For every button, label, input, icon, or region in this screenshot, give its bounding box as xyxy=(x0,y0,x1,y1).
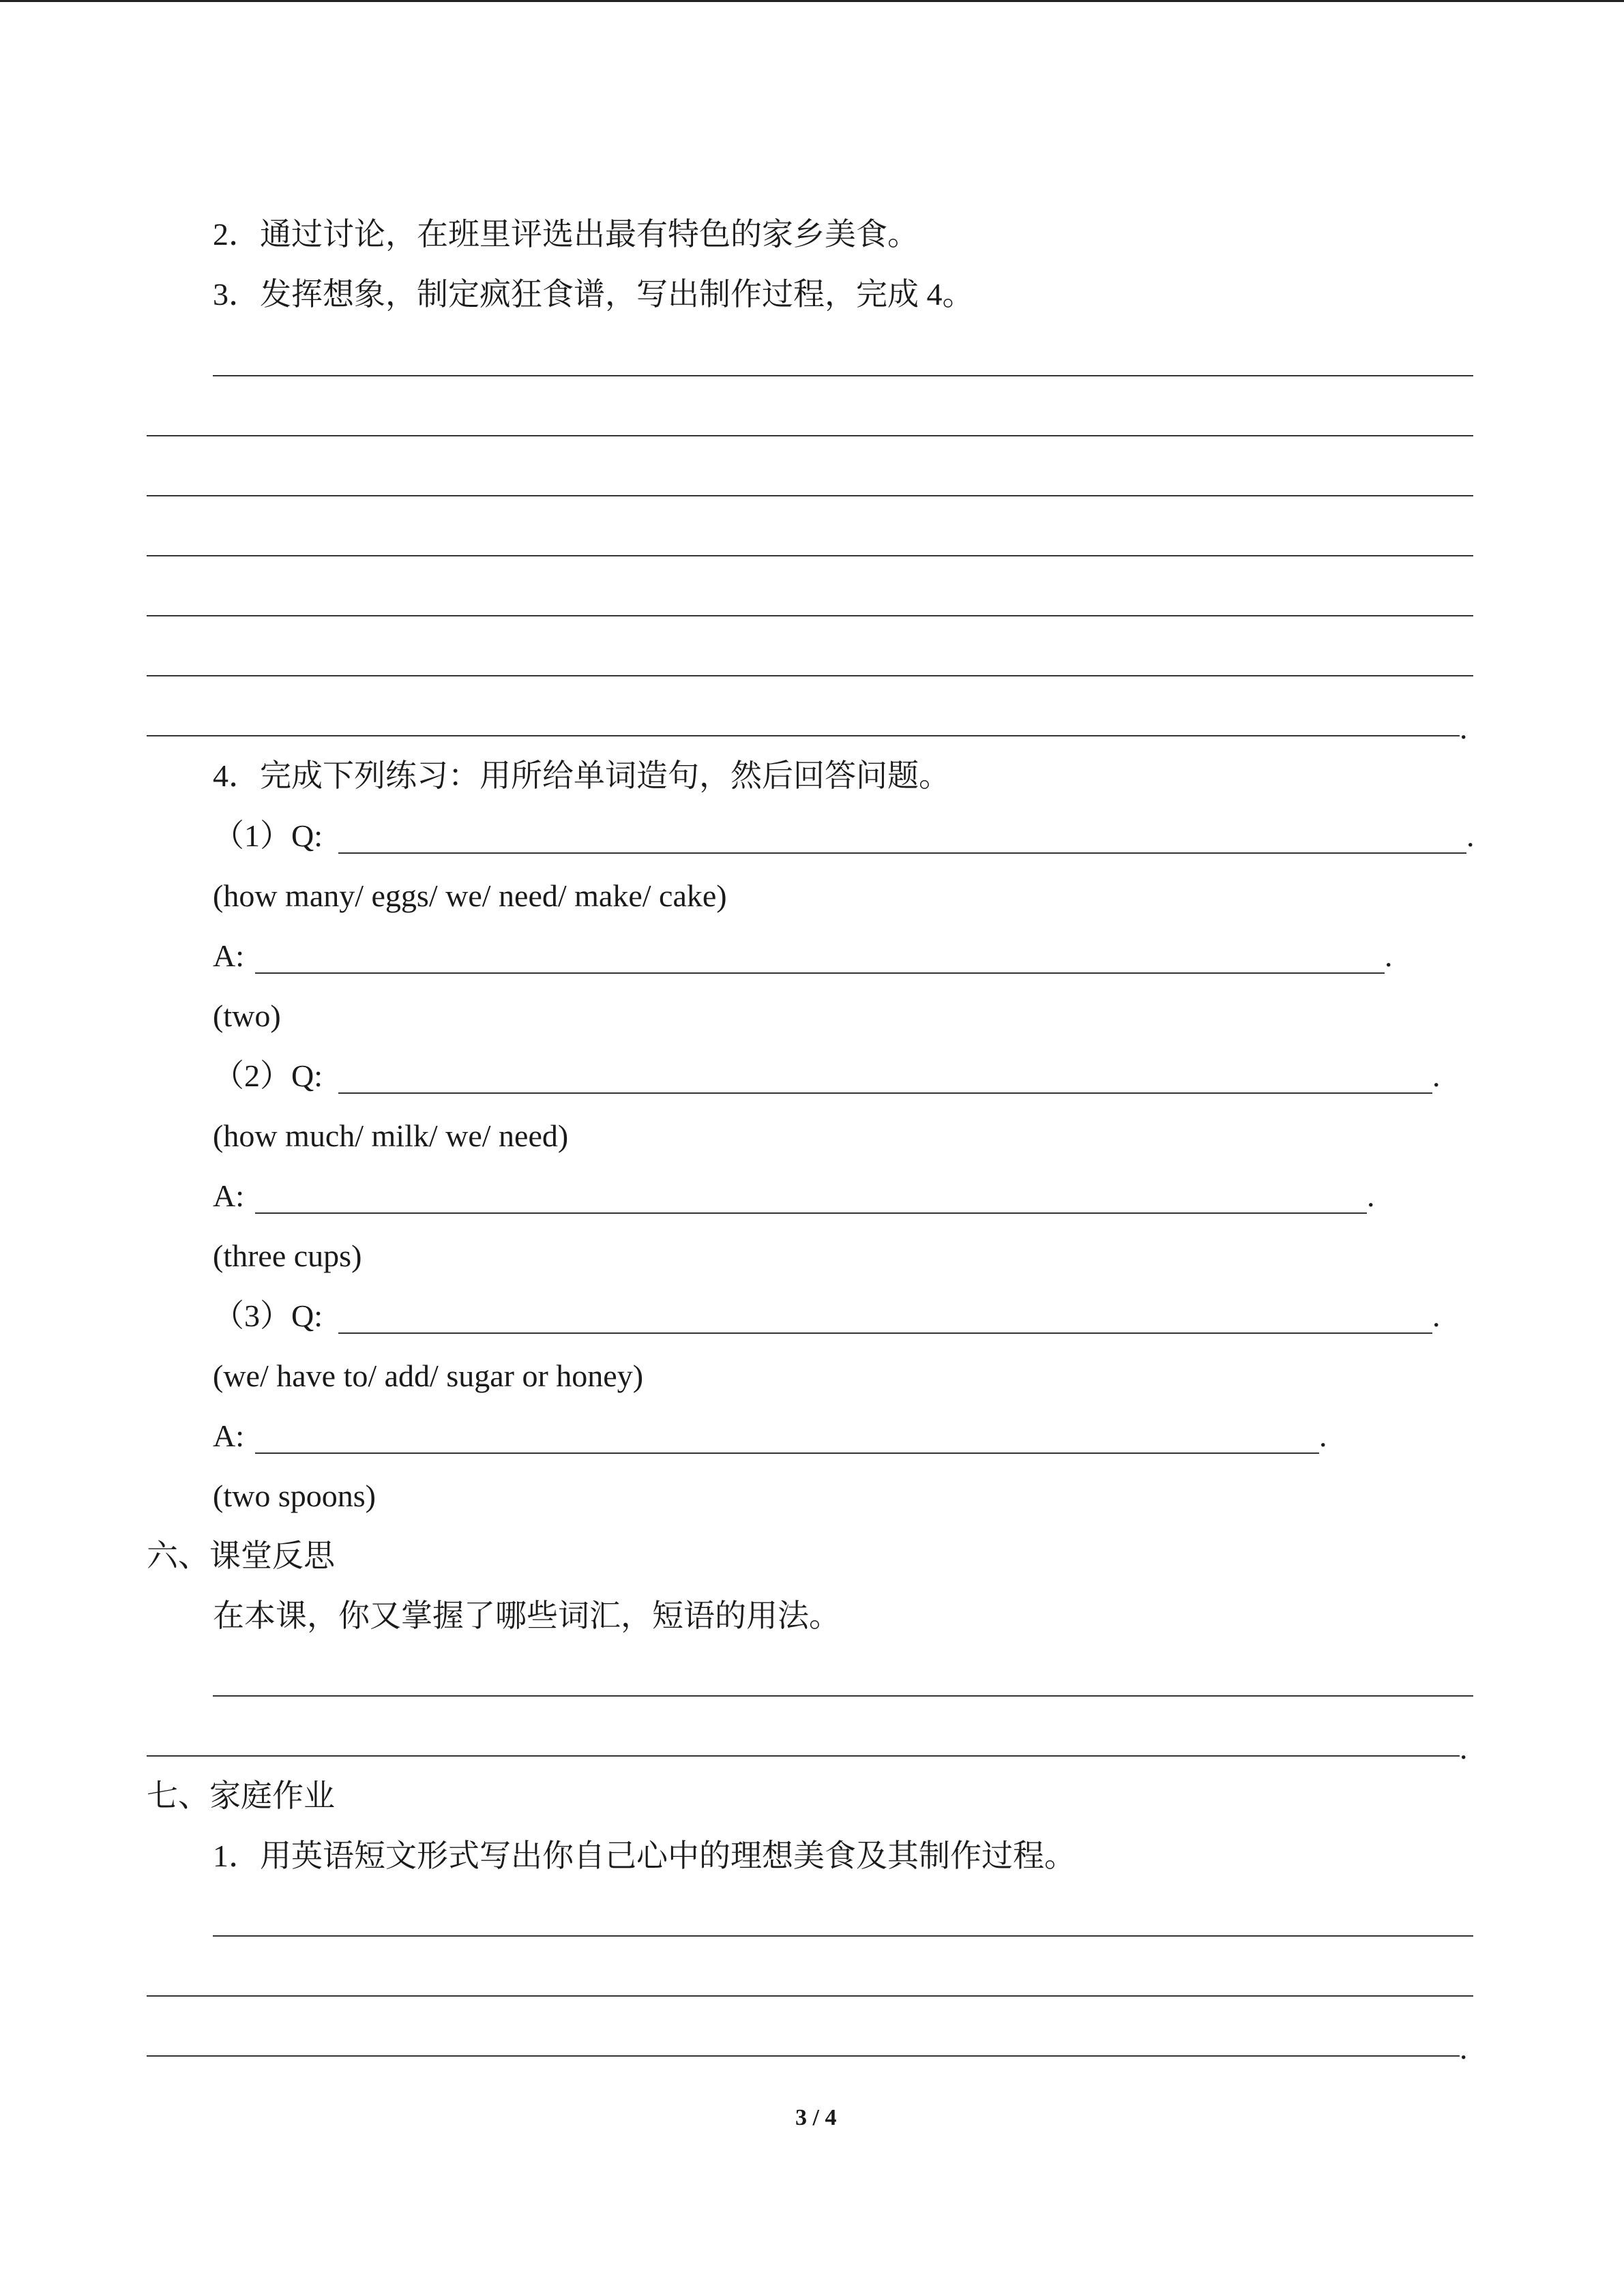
question-2-hint: (how much/ milk/ we/ need) xyxy=(213,1118,569,1153)
item-2-text: 2．通过讨论，在班里评选出最有特色的家乡美食。 xyxy=(213,217,919,252)
question-3-line xyxy=(338,1332,1432,1334)
question-2-line xyxy=(338,1092,1432,1094)
line-end-period: . xyxy=(1460,1731,1468,1765)
question-1-hint: (how many/ eggs/ we/ need/ make/ cake) xyxy=(213,878,727,913)
answer-line xyxy=(147,495,1473,496)
answer-2-line xyxy=(255,1212,1367,1214)
answer-line xyxy=(147,675,1473,676)
answer-3-label: A: xyxy=(213,1418,244,1453)
answer-line xyxy=(213,1695,1473,1697)
answer-line xyxy=(147,1995,1473,1997)
section-7-item-1: 1．用英语短文形式写出你自己心中的理想美食及其制作过程。 xyxy=(213,1838,1076,1873)
answer-line xyxy=(147,555,1473,556)
answer-line xyxy=(147,435,1473,436)
question-1-label: （1）Q: xyxy=(213,818,323,853)
item-3-text: 3．发挥想象，制定疯狂食谱，写出制作过程，完成 4。 xyxy=(213,277,974,312)
answer-1-line xyxy=(255,972,1385,974)
question-3-label: （3）Q: xyxy=(213,1298,323,1333)
page-number: 3 / 4 xyxy=(795,2105,837,2130)
answer-line xyxy=(147,735,1460,736)
line-end-period: . xyxy=(1432,1058,1441,1093)
answer-line xyxy=(147,2055,1460,2057)
section-6-title: 六、课堂反思 xyxy=(147,1538,335,1573)
answer-line xyxy=(213,1935,1473,1937)
question-2-label: （2）Q: xyxy=(213,1058,323,1093)
line-end-period: . xyxy=(1466,818,1475,853)
answer-1-hint: (two) xyxy=(213,998,281,1033)
answer-1-label: A: xyxy=(213,938,244,973)
line-end-period: . xyxy=(1460,711,1468,745)
section-7-title: 七、家庭作业 xyxy=(147,1778,335,1813)
answer-2-hint: (three cups) xyxy=(213,1238,362,1273)
answer-line xyxy=(147,615,1473,616)
line-end-period: . xyxy=(1367,1178,1375,1213)
answer-3-line xyxy=(255,1452,1319,1454)
page-top-border xyxy=(0,0,1624,2)
line-end-period: . xyxy=(1460,2031,1468,2066)
section-6-prompt: 在本课，你又掌握了哪些词汇，短语的用法。 xyxy=(213,1598,840,1633)
line-end-period: . xyxy=(1385,938,1393,973)
line-end-period: . xyxy=(1432,1298,1441,1333)
line-end-period: . xyxy=(1319,1418,1327,1453)
item-4-text: 4．完成下列练习：用所给单词造句，然后回答问题。 xyxy=(213,758,950,793)
answer-3-hint: (two spoons) xyxy=(213,1478,376,1513)
answer-line xyxy=(147,1755,1460,1757)
answer-2-label: A: xyxy=(213,1178,244,1213)
question-1-line xyxy=(338,852,1466,854)
answer-line xyxy=(213,375,1473,376)
question-3-hint: (we/ have to/ add/ sugar or honey) xyxy=(213,1358,644,1393)
